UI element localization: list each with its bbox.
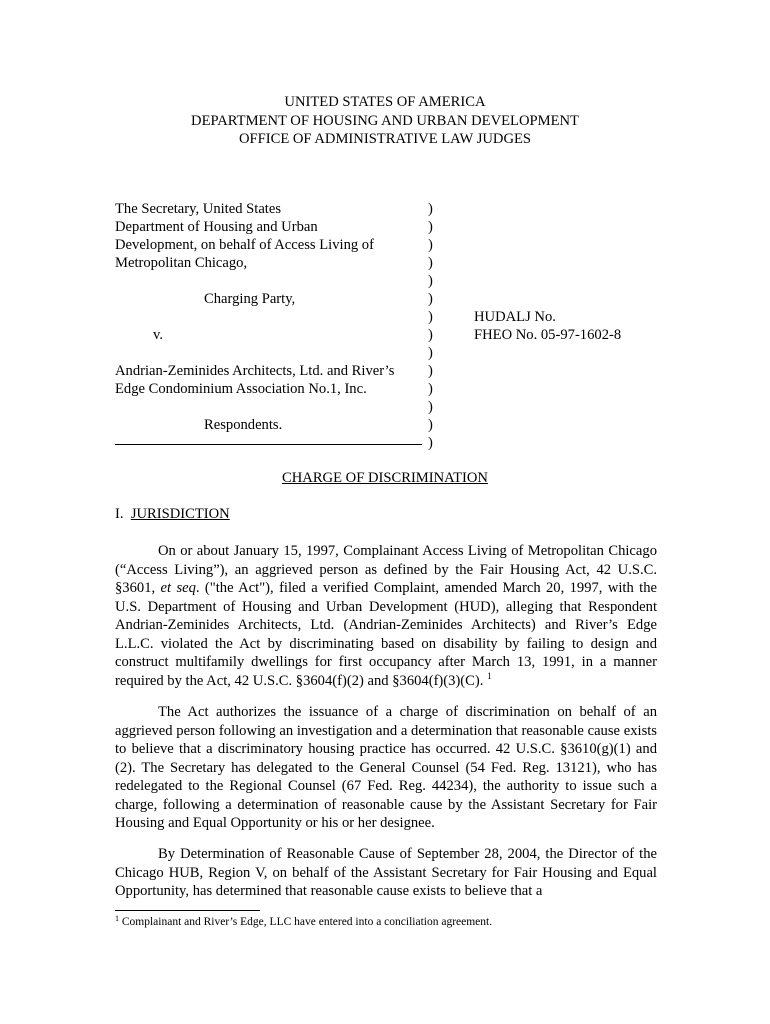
paren: ) xyxy=(428,381,433,397)
header-line-1: UNITED STATES OF AMERICA xyxy=(284,94,486,110)
respondent-names: Edge Condominium Association No.1, Inc. xyxy=(115,381,367,397)
section-number: I. xyxy=(115,506,124,522)
caption-parentheses xyxy=(428,200,440,452)
paren: ) xyxy=(428,435,433,451)
caption-rule xyxy=(115,444,422,445)
paren: ) xyxy=(428,327,433,343)
paren: ) xyxy=(428,417,433,433)
header-line-3: OFFICE OF ADMINISTRATIVE LAW JUDGES xyxy=(238,131,532,147)
paren: ) xyxy=(428,363,433,379)
paren: ) xyxy=(428,273,433,289)
caption-line xyxy=(115,434,425,452)
section-heading xyxy=(115,505,230,523)
respondents-label: Respondents. xyxy=(204,417,283,433)
header-line-2: DEPARTMENT OF HOUSING AND URBAN DEVELOPMENT xyxy=(191,112,579,129)
paren: ) xyxy=(428,201,433,217)
paren: ) xyxy=(428,345,433,361)
caption-line: The Secretary, United States xyxy=(115,201,282,217)
footnote xyxy=(115,915,492,929)
fheo-number: FHEO No. 05-97-1602-8 xyxy=(474,327,622,343)
paren: ) xyxy=(428,219,433,235)
versus-label: v. xyxy=(153,327,163,343)
footnote-marker: 1 xyxy=(115,914,119,923)
paragraph-3 xyxy=(115,845,657,901)
caption-line: Metropolitan Chicago, xyxy=(115,255,248,271)
caption-line xyxy=(115,344,425,362)
footnote-reference: 1 xyxy=(487,670,492,681)
caption-line: Development, on behalf of Access Living of xyxy=(115,237,374,253)
paren: ) xyxy=(428,237,433,253)
caption-line: Department of Housing and Urban xyxy=(115,219,318,235)
paragraph-2 xyxy=(115,703,657,833)
caption-line xyxy=(115,308,425,326)
document-header xyxy=(0,93,770,149)
paren: ) xyxy=(428,255,433,271)
charge-title-text: CHARGE OF DISCRIMINATION xyxy=(282,470,488,486)
respondent-names: Andrian-Zeminides Architects, Ltd. and River’s xyxy=(115,363,395,379)
caption-parties xyxy=(115,200,425,452)
caption-line xyxy=(115,398,425,416)
caption-line xyxy=(115,272,425,290)
section-title: JURISDICTION xyxy=(130,506,230,522)
paragraph-1-italic: et seq xyxy=(160,580,196,596)
charge-title xyxy=(0,469,770,487)
footnote-separator xyxy=(115,910,260,911)
footnote-text: Complainant and River’s Edge, LLC have entered into a conciliation agreement. xyxy=(121,916,493,928)
hudalj-number: HUDALJ No. xyxy=(474,309,556,325)
paragraph-3-text: By Determination of Reasonable Cause of September 28, 2004, the Director of the Chicago HUB, Region V, on behalf of the Assistant Secretary for Fair Housing and Equal Opportunity, has determined that reasonable cause exists to believe that a xyxy=(115,846,657,899)
paragraph-1-text-a: On or about January 15, 1997, Complainant Access Living of Metropolitan Chicago (“Access Living”), an aggrieved person as defined by the Fair Housing Act, 42 U.S.C. §3601, xyxy=(115,543,657,596)
paragraph-1 xyxy=(115,542,657,690)
case-numbers xyxy=(474,308,621,344)
paragraph-1-text-b: . ("the Act"), filed a verified Complaint, amended March 20, 1997, with the U.S. Department of Housing and Urban Development (HUD), alleging that Respondent Andrian-Zeminides Architects, Ltd. (Andrian-Zeminides Architects) and River’s Edge L.L.C. violated the Act by discriminating based on disability by failing to design and construct multifamily dwellings for first occupancy after March 13, 1991, in a manner required by the Act, 42 U.S.C. §3604(f)(2) and §3604(f)(3)(C). xyxy=(115,580,657,689)
charging-party-label: Charging Party, xyxy=(204,291,296,307)
paren: ) xyxy=(428,291,433,307)
paren: ) xyxy=(428,309,433,325)
paren: ) xyxy=(428,399,433,415)
paragraph-2-text: The Act authorizes the issuance of a charge of discrimination on behalf of an aggrieved person following an investigation and a determination that reasonable cause exists to believe that a discriminatory housing practice has occurred. 42 U.S.C. §3610(g)(1) and (2). The Secretary has delegated to the General Counsel (54 Fed. Reg. 13121), who has redelegated to the Regional Counsel (67 Fed. Reg. 44234), the authority to issue such a charge, following a determination of reasonable cause by the Assistant Secretary for Fair Housing and Equal Opportunity or his or her designee. xyxy=(115,704,657,831)
